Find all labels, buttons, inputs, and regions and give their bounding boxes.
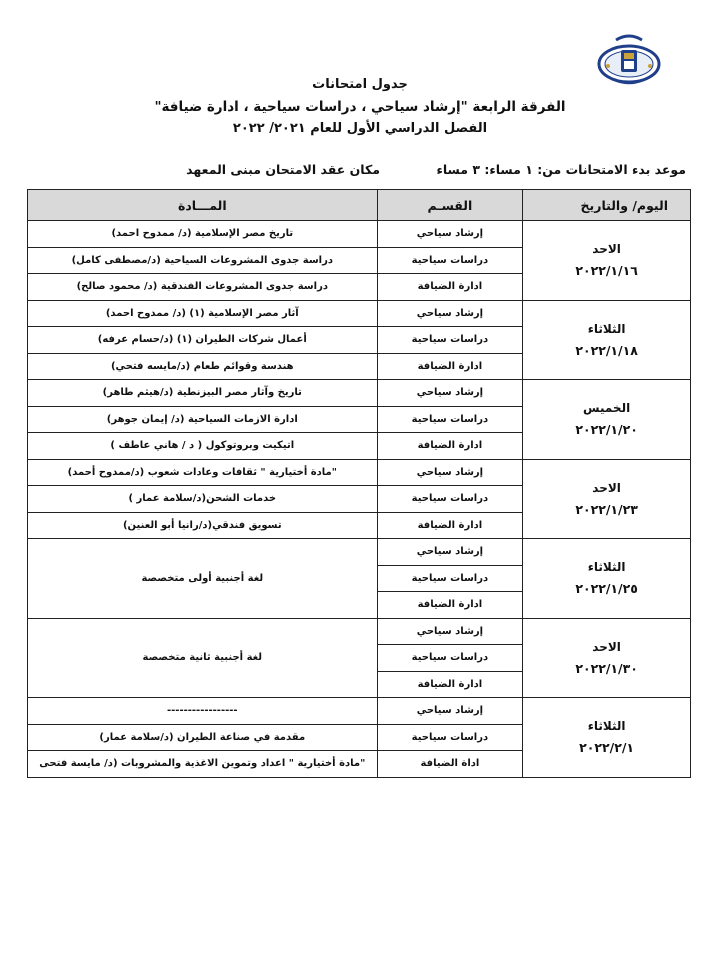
- subject-cell: [28, 221, 378, 248]
- department-cell: إرشاد سياحي: [377, 459, 523, 486]
- department-cell: إرشاد سياحي: [377, 539, 523, 566]
- day-name: الاحد: [592, 480, 621, 495]
- subject-text: تسويق فندقي(د/رانيا أبو العنين): [122, 519, 282, 531]
- day-name: الثلاثاء: [587, 560, 626, 575]
- exam-date: ٢٠٢٢/١/٢٠: [575, 422, 638, 438]
- day-date-cell: [523, 618, 691, 698]
- department-cell: إرشاد سياحي: [377, 380, 523, 407]
- day-date-cell: [523, 539, 691, 619]
- exam-date: ٢٠٢٢/١/١٦: [575, 263, 638, 279]
- subject-cell: [28, 353, 378, 380]
- exam-date: ٢٠٢٢/١/٢٣: [575, 501, 638, 517]
- department-cell: دراسات سياحية: [377, 406, 523, 433]
- department-cell: دراسات سياحية: [377, 247, 523, 274]
- department-cell: إرشاد سياحي: [377, 698, 523, 725]
- subject-cell: [28, 406, 378, 433]
- column-header-day: اليوم/ والتاريخ: [523, 190, 691, 221]
- department-cell: ادارة الضيافة: [377, 671, 523, 698]
- department-cell: إرشاد سياحي: [377, 618, 523, 645]
- department-cell: دراسات سياحية: [377, 724, 523, 751]
- day-date-cell: [523, 380, 691, 460]
- day-name: الثلاثاء: [587, 719, 626, 734]
- subject-text: تاريخ مصر الإسلامية (د/ ممدوح احمد): [111, 228, 294, 240]
- subject-text: اتيكيت وبروتوكول ( د / هاني عاطف ): [110, 440, 295, 452]
- page-title: جدول امتحانات: [312, 77, 408, 92]
- page-subtitle: الفرقة الرابعة "إرشاد سياحي ، دراسات سياحية ، ادارة ضيافة": [154, 99, 566, 115]
- subject-text: "مادة أختيارية " اعداد وتموين الاغذية والمشروبات (د/ مايسة فتحى: [39, 758, 366, 770]
- subject-text: ادارة الازمات السياحية (د/ إيمان جوهر): [106, 413, 298, 425]
- table-row: [28, 459, 691, 486]
- subject-cell: [28, 380, 378, 407]
- subject-cell: [28, 698, 378, 725]
- department-cell: ادارة الضيافة: [377, 274, 523, 301]
- table-row: [28, 618, 691, 645]
- department-cell: ادارة الضيافة: [377, 433, 523, 460]
- department-cell: ادارة الضيافة: [377, 592, 523, 619]
- subject-cell: [28, 486, 378, 513]
- day-date-cell: [523, 459, 691, 539]
- subject-cell: [28, 300, 378, 327]
- subject-text: هندسة وقوائم طعام (د/مايسه فتحي): [110, 360, 294, 372]
- subject-cell: [28, 751, 378, 778]
- day-name: الخميس: [583, 401, 631, 416]
- subject-text: "مادة أختيارية " ثقافات وعادات شعوب (د/ممدوح أحمد): [67, 466, 337, 478]
- subject-text: آثار مصر الإسلامية (١) (د/ ممدوح احمد): [105, 307, 299, 319]
- department-cell: إرشاد سياحي: [377, 300, 523, 327]
- subject-cell: [28, 724, 378, 751]
- subject-cell: [28, 512, 378, 539]
- subject-cell: [28, 618, 378, 698]
- day-date-cell: [523, 300, 691, 380]
- department-cell: دراسات سياحية: [377, 645, 523, 672]
- exam-date: ٢٠٢٢/٢/١: [579, 740, 635, 756]
- table-row: [28, 380, 691, 407]
- subject-text: أعمال شركات الطيران (١) (د/حسام عرفه): [97, 334, 307, 346]
- department-cell: ادارة الضيافة: [377, 353, 523, 380]
- table-header-row: [28, 190, 691, 221]
- table-body: [28, 221, 691, 778]
- subject-text: دراسة جدوى المشروعات الفندقية (د/ محمود صالح): [76, 281, 328, 293]
- day-name: الاحد: [592, 242, 621, 257]
- subject-cell: [28, 327, 378, 354]
- department-cell: اداة الضيافة: [377, 751, 523, 778]
- start-time: موعد بدء الامتحانات من: ١ مساء: ٣ مساء: [436, 162, 686, 177]
- exam-date: ٢٠٢٢/١/٢٥: [575, 581, 638, 597]
- table-row: [28, 698, 691, 725]
- subject-text: -----------------: [167, 705, 238, 717]
- department-cell: دراسات سياحية: [377, 486, 523, 513]
- subject-cell: [28, 274, 378, 301]
- subject-text: مقدمة في صناعة الطيران (د/سلامة عمار): [99, 731, 306, 743]
- subject-text: خدمات الشحن(د/سلامة عمار ): [128, 493, 277, 505]
- subject-text: دراسة جدوى المشروعات السياحية (د/مصطفى كامل): [71, 254, 333, 266]
- term-line: الفصل الدراسي الأول للعام ٢٠٢١/ ٢٠٢٢: [232, 121, 488, 136]
- day-date-cell: [523, 698, 691, 778]
- subject-cell: [28, 433, 378, 460]
- department-cell: ادارة الضيافة: [377, 512, 523, 539]
- exam-date: ٢٠٢٢/١/١٨: [575, 342, 638, 358]
- table-row: [28, 300, 691, 327]
- subject-text: لغة أجنبية ثانية متخصصة: [142, 652, 263, 664]
- exam-date: ٢٠٢٢/١/٣٠: [575, 660, 638, 676]
- subject-cell: [28, 247, 378, 274]
- department-cell: دراسات سياحية: [377, 327, 523, 354]
- department-cell: إرشاد سياحي: [377, 221, 523, 248]
- document-header: [30, 74, 690, 140]
- table-row: [28, 539, 691, 566]
- column-header-dept: القسـم: [377, 190, 523, 221]
- subject-cell: [28, 539, 378, 619]
- exam-place: مكان عقد الامتحان مبنى المعهد: [186, 162, 380, 177]
- day-name: الثلاثاء: [587, 321, 626, 336]
- day-date-cell: [523, 221, 691, 301]
- column-header-subject: المـــادة: [28, 190, 378, 221]
- subject-text: تاريخ وآثار مصر البيزنطية (د/هيثم طاهر): [102, 387, 302, 399]
- department-cell: دراسات سياحية: [377, 565, 523, 592]
- subject-text: لغة أجنبية أولى متخصصة: [141, 572, 264, 584]
- subject-cell: [28, 459, 378, 486]
- table-row: [28, 221, 691, 248]
- exam-schedule-table: [27, 189, 691, 778]
- day-name: الاحد: [592, 639, 621, 654]
